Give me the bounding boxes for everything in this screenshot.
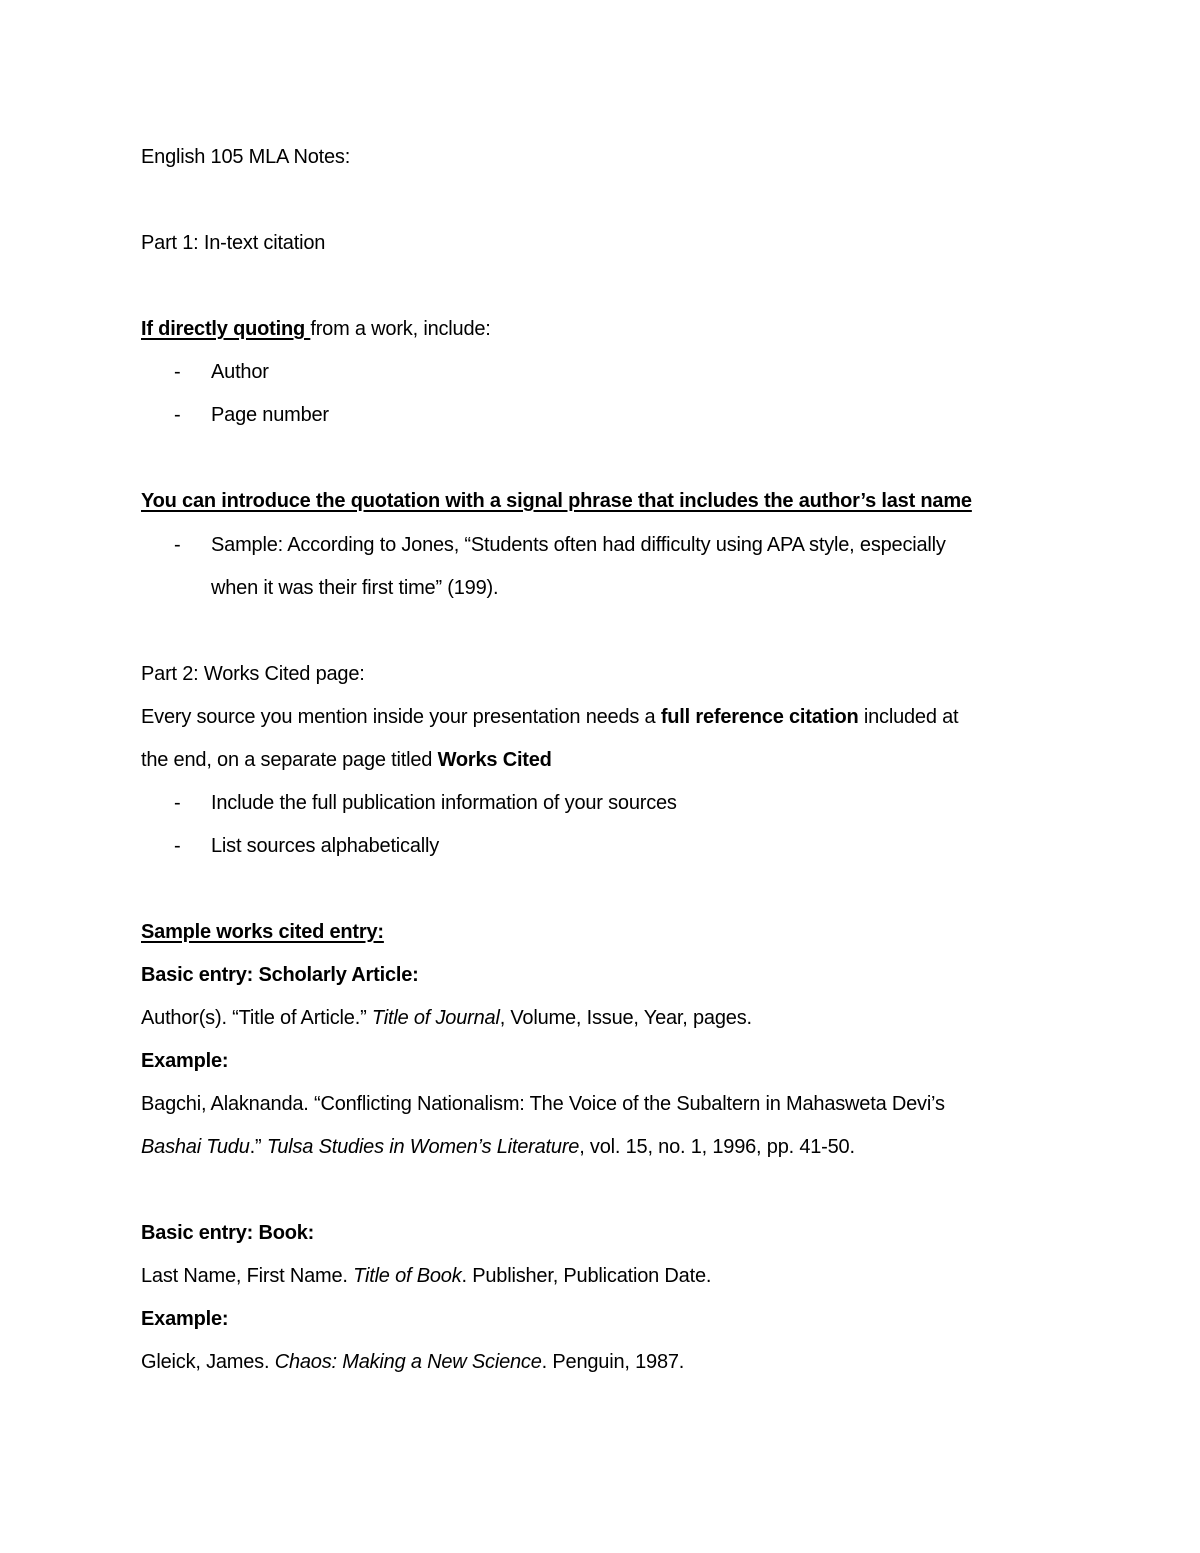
part2-paragraph-line1 [141, 705, 958, 729]
document-title: English 105 MLA Notes: [141, 146, 351, 168]
fmt-text: Author(s). “Title of Article.” [141, 1007, 372, 1029]
fmt-text: Last Name, First Name. [141, 1265, 354, 1287]
full-reference-citation: full reference citation [660, 706, 859, 728]
ex-work-title: Bashai Tudu [141, 1136, 250, 1158]
article-example-line1: Bagchi, Alaknanda. “Conflicting Nationalism: The Voice of the Subaltern in Mahasweta Devi’s [141, 1093, 945, 1115]
article-label: Basic entry: Scholarly Article: [141, 964, 419, 986]
quote-lead-line [141, 317, 491, 341]
fmt-text: . Publisher, Publication Date. [461, 1265, 712, 1287]
bullet-dash: - [174, 792, 181, 814]
part1-heading: Part 1: In-text citation [141, 232, 326, 254]
book-format [141, 1264, 711, 1288]
book-example-label: Example: [141, 1308, 229, 1330]
part2-heading: Part 2: Works Cited page: [141, 663, 365, 685]
bullet-alphabetical: List sources alphabetically [211, 835, 440, 857]
sample-line-1: Sample: According to Jones, “Students often had difficulty using APA style, especially [211, 534, 946, 556]
ex-text: , vol. 15, no. 1, 1996, pp. 41-50. [579, 1136, 855, 1158]
para-text: the end, on a separate page titled [141, 749, 438, 771]
ex-text: .” [249, 1136, 267, 1158]
bullet-publication-info: Include the full publication information of your sources [211, 792, 677, 814]
bullet-author: Author [211, 361, 269, 383]
fmt-journal: Title of Journal [371, 1007, 500, 1029]
article-format [141, 1006, 752, 1030]
book-label: Basic entry: Book: [141, 1222, 315, 1244]
ex-journal: Tulsa Studies in Women’s Literature [266, 1136, 580, 1158]
part2-paragraph-line2 [141, 748, 552, 772]
article-example-label: Example: [141, 1050, 229, 1072]
para-text: Every source you mention inside your presentation needs a [141, 706, 661, 728]
fmt-text: , Volume, Issue, Year, pages. [499, 1007, 752, 1029]
bullet-dash: - [174, 534, 181, 556]
sample-line-2: when it was their first time” (199). [211, 577, 499, 599]
quote-lead-bold: If directly quoting [141, 318, 311, 340]
ex-text: . Penguin, 1987. [541, 1351, 685, 1373]
ex-book-title: Chaos: Making a New Science [274, 1351, 542, 1373]
works-cited-term: Works Cited [437, 749, 552, 771]
para-text: included at [858, 706, 959, 728]
bullet-page-number: Page number [211, 404, 329, 426]
bullet-dash: - [174, 361, 181, 383]
sample-heading: Sample works cited entry: [141, 921, 384, 943]
ex-text: Gleick, James. [141, 1351, 275, 1373]
signal-phrase-heading: You can introduce the quotation with a signal phrase that includes the author’s last name [141, 490, 972, 512]
quote-lead-rest: from a work, include: [310, 318, 491, 340]
bullet-dash: - [174, 835, 181, 857]
fmt-book-title: Title of Book [353, 1265, 462, 1287]
book-example [141, 1350, 684, 1374]
bullet-dash: - [174, 404, 181, 426]
article-example-line2 [141, 1135, 855, 1159]
